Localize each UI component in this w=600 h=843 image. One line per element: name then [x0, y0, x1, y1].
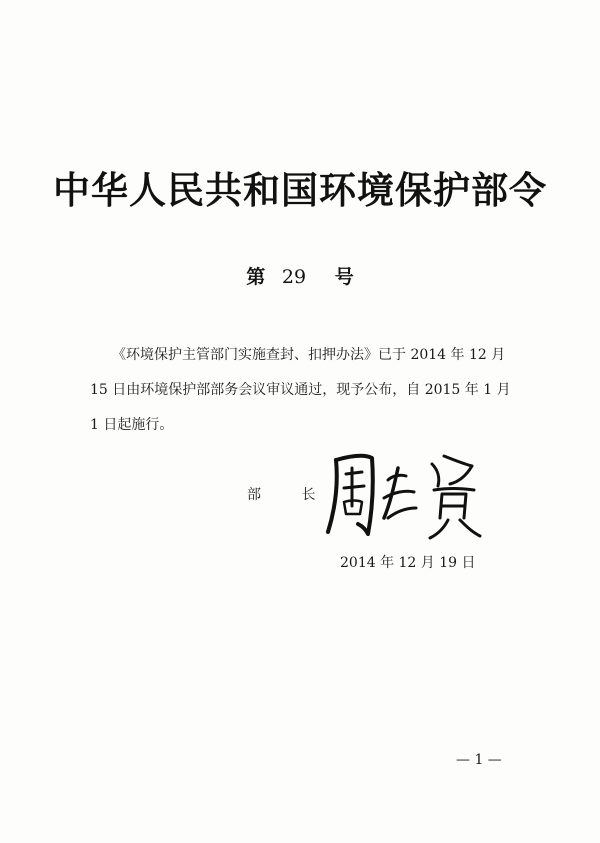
minister-label: 部 长 — [247, 487, 334, 503]
body-line: 《环境保护主管部门实施查封、扣押办法》已于 2014 年 12 月 — [112, 347, 506, 363]
body-line: 1 日起施行。 — [90, 417, 174, 433]
order-prefix: 第 — [246, 266, 266, 288]
body-line: 15 日由环境保护部部务会议审议通过，现予公布，自 2015 年 1 月 — [90, 382, 511, 398]
order-number — [0, 262, 600, 289]
document-title: 中华人民共和国环境保护部令 — [53, 169, 547, 212]
page-number: — 1 — — [456, 752, 502, 768]
document-date: 2014 年 12 月 19 日 — [340, 555, 476, 571]
order-suffix: 号 — [334, 266, 354, 288]
document-body — [90, 338, 520, 443]
order-number-value: 29 — [281, 266, 307, 288]
handwritten-signature-icon — [322, 446, 487, 541]
